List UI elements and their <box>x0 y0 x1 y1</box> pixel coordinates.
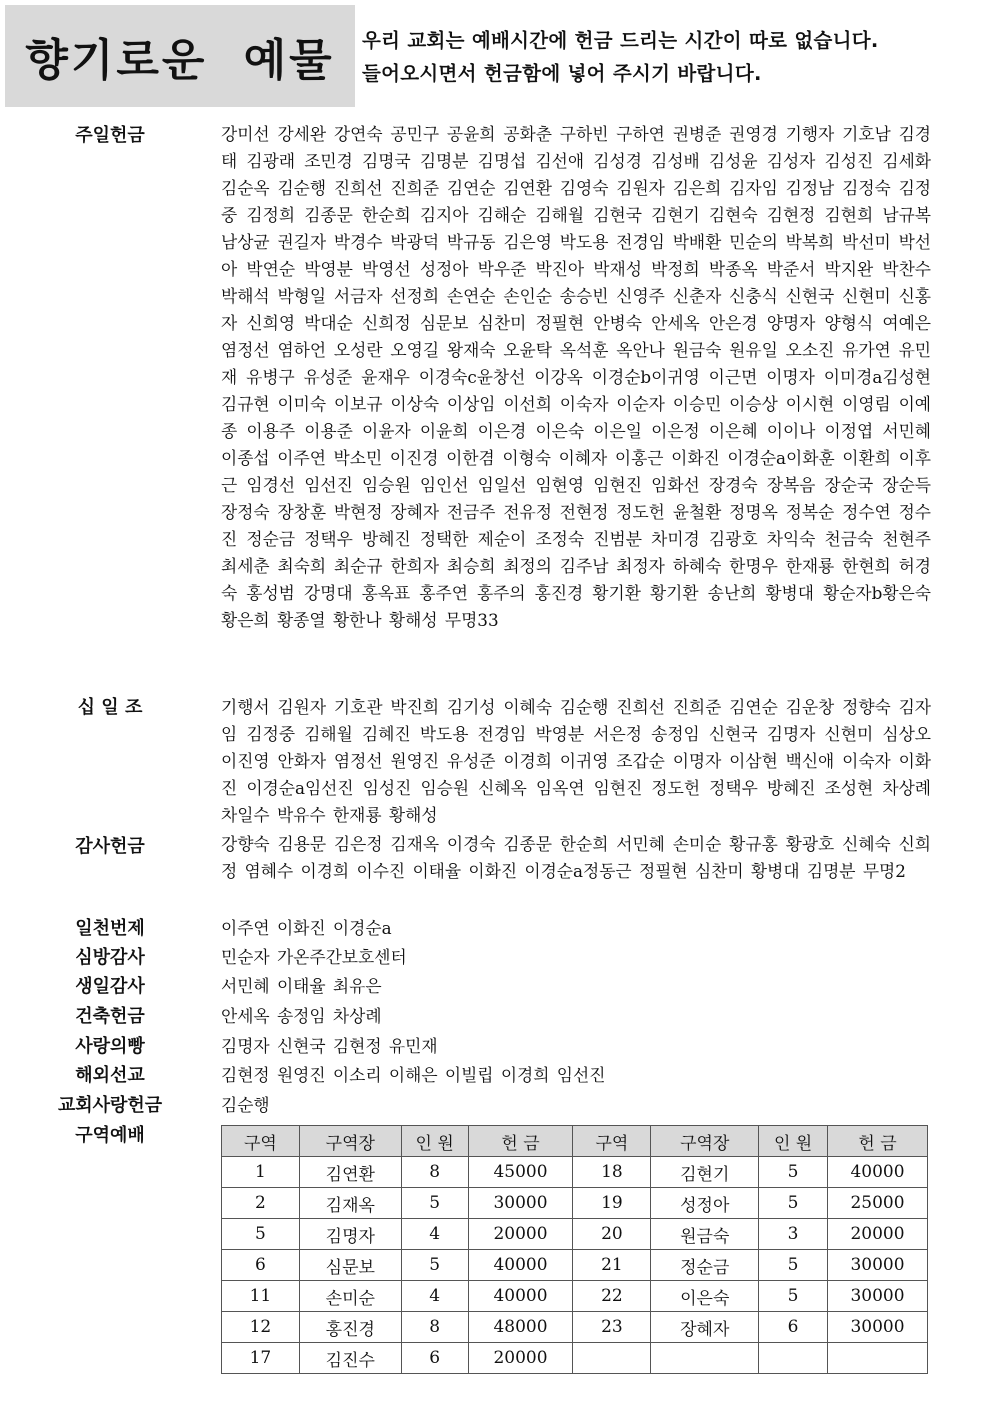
table-cell: 8 <box>401 1312 468 1343</box>
building-offering-names: 안세옥 송정임 차상례 <box>221 1006 382 1026</box>
table-cell: 6 <box>222 1250 300 1281</box>
notice-line-1: 우리 교회는 예배시간에 헌금 드리는 시간이 따로 없습니다. <box>362 29 879 52</box>
table-cell <box>651 1343 759 1374</box>
birthday-thanks-label: 생일감사 <box>75 976 145 997</box>
table-cell: 1 <box>222 1157 300 1188</box>
table-cell: 원금숙 <box>651 1219 759 1250</box>
table-cell: 5 <box>759 1188 828 1219</box>
table-cell: 40000 <box>468 1281 573 1312</box>
table-cell: 김명자 <box>299 1219 401 1250</box>
table-cell: 6 <box>401 1343 468 1374</box>
header-cell: 구역장 <box>651 1126 759 1157</box>
header-cell: 인 원 <box>759 1126 828 1157</box>
table-cell: 김재옥 <box>299 1188 401 1219</box>
table-cell: 5 <box>759 1157 828 1188</box>
tithe-label: 십 일 조 <box>77 697 143 718</box>
sunday-offering-label: 주일헌금 <box>75 125 145 146</box>
table-cell: 21 <box>573 1250 651 1281</box>
church-love-names: 김순행 <box>221 1095 270 1115</box>
table-cell: 김연환 <box>299 1157 401 1188</box>
table-cell: 정순금 <box>651 1250 759 1281</box>
table-cell: 5 <box>759 1281 828 1312</box>
table-cell: 5 <box>401 1188 468 1219</box>
district-table-header <box>222 1126 928 1157</box>
table-cell: 19 <box>573 1188 651 1219</box>
table-cell: 40000 <box>468 1250 573 1281</box>
page-title: 향기로운 예물 <box>25 35 335 86</box>
first-offering-label: 일천번제 <box>75 918 145 939</box>
birthday-thanks-names: 서민혜 이태율 최유은 <box>221 976 382 996</box>
notice <box>362 24 982 90</box>
table-cell: 홍진경 <box>299 1312 401 1343</box>
table-cell <box>828 1343 928 1374</box>
district-table <box>221 1125 928 1374</box>
visit-thanks-label: 심방감사 <box>75 947 145 968</box>
table-cell: 48000 <box>468 1312 573 1343</box>
table-cell: 40000 <box>828 1157 928 1188</box>
table-cell: 이은숙 <box>651 1281 759 1312</box>
table-cell: 2 <box>222 1188 300 1219</box>
table-cell: 20000 <box>468 1219 573 1250</box>
table-cell: 12 <box>222 1312 300 1343</box>
table-cell: 성정아 <box>651 1188 759 1219</box>
visit-thanks-names: 민순자 가온주간보호센터 <box>221 947 407 967</box>
table-cell: 45000 <box>468 1157 573 1188</box>
table-cell: 장혜자 <box>651 1312 759 1343</box>
thanks-offering-names: 강향숙 김용문 김은정 김재옥 이경숙 김종문 한순희 서민혜 손미순 황규홍 황광호 신혜숙 신희정 염혜수 이경희 이수진 이태율 이화진 이경순a정동근 정필현 심찬미 황병대 김명분 무명2 <box>221 834 931 881</box>
church-love-label: 교회사랑헌금 <box>57 1095 163 1116</box>
table-cell: 5 <box>759 1250 828 1281</box>
table-cell: 20000 <box>468 1343 573 1374</box>
table-cell: 손미순 <box>299 1281 401 1312</box>
table-cell <box>573 1343 651 1374</box>
overseas-mission-label: 해외선교 <box>75 1065 145 1086</box>
header-cell: 구역장 <box>299 1126 401 1157</box>
table-row <box>222 1281 928 1312</box>
sunday-offering-names: 강미선 강세완 강연숙 공민구 공윤희 공화춘 구하빈 구하연 권병준 권영경 기행자 기호남 김경태 김광래 조민경 김명국 김명분 김명섭 김선애 김성경 김성배 김성윤 김성자 김성진 김세화 김순옥 김순행 진희선 진희준 김연순 김연환 김영숙 김원자 김은희 김자임 김정남 김정숙 김정중 김정희 김종문 한순희 김지아 김해순 김해월 김현국 김현기 김현숙 김현정 김현희 남규복 남상균 권길자 박경수 박광덕 박규동 김은영 박도용 전경임 박배환 민순의 박복희 박선미 박선아 박연순 박영분 박영선 성정아 박우준 박진아 박재성 박정희 박종옥 박준서 박지완 박찬수 박해석 박형일 서금자 선정희 손연순 손인순 송승빈 신영주 신춘자 신충식 신현국 신현미 신홍자 신희영 박대순 신희정 심문보 심찬미 정필현 안병숙 안세옥 안은경 양명자 양형식 여예은 염정선 염하언 오성란 오영길 왕재숙 오윤탁 옥석훈 옥안나 원금숙 원유일 오소진 유가연 유민재 유병구 유성준 윤재우 이경숙c윤창선 이강옥 이경순b이귀영 이근면 이명자 이미경a김성현 김규현 이미숙 이보규 이상숙 이상임 이선희 이숙자 이순자 이승민 이승상 이시현 이영림 이예종 이용주 이용준 이윤자 이윤희 이은경 이은숙 이은일 이은정 이은혜 이이나 이정엽 서민혜 이종섭 이주연 박소민 이진경 이한겸 이형숙 이혜자 이홍근 이화진 이경순a이화훈 이환희 이후근 임경선 임선진 임승원 임인선 임일선 임현영 임현진 임화선 장경숙 장복음 장순국 장순득 장정숙 장창훈 박현정 장혜자 전금주 전유정 전현정 정도헌 윤철환 정명옥 정복순 정수연 정수진 정순금 정택우 방혜진 정택한 제순이 조정숙 진범분 차미경 김광호 차익숙 천금숙 천현주 최세춘 최숙희 최순규 한희자 최승희 최정의 김주남 최정자 하혜숙 한명우 한재룡 한현희 허경숙 홍성범 강명대 홍옥표 홍주연 홍주의 홍진경 황기환 황기환 송난희 황병대 황순자b황은숙 황은희 황종열 황한나 황해성 무명33 <box>221 124 931 630</box>
overseas-mission-names: 김현정 원영진 이소리 이해은 이빌립 이경희 임선진 <box>221 1065 606 1085</box>
table-row <box>222 1343 928 1374</box>
table-cell: 30000 <box>828 1312 928 1343</box>
table-cell: 5 <box>222 1219 300 1250</box>
table-cell: 5 <box>401 1250 468 1281</box>
table-cell: 8 <box>401 1157 468 1188</box>
table-cell <box>759 1343 828 1374</box>
table-cell: 4 <box>401 1281 468 1312</box>
table-row <box>222 1219 928 1250</box>
table-cell: 30000 <box>468 1188 573 1219</box>
table-cell: 6 <box>759 1312 828 1343</box>
header-cell: 인 원 <box>401 1126 468 1157</box>
table-row <box>222 1250 928 1281</box>
header-cell: 헌 금 <box>468 1126 573 1157</box>
table-cell: 11 <box>222 1281 300 1312</box>
table-cell: 4 <box>401 1219 468 1250</box>
love-bread-label: 사랑의빵 <box>75 1036 145 1057</box>
table-cell: 23 <box>573 1312 651 1343</box>
title-box <box>5 5 355 107</box>
first-offering-names: 이주연 이화진 이경순a <box>221 918 392 938</box>
table-cell: 22 <box>573 1281 651 1312</box>
thanks-offering-label: 감사헌금 <box>75 836 145 857</box>
tithe-names: 기행서 김원자 기호관 박진희 김기성 이혜숙 김순행 진희선 진희준 김연순 김운창 정향숙 김자임 김정중 김해월 김혜진 박도용 전경임 박영분 서은정 송정임 신현국 김명자 신현미 심상오 이진영 안화자 염정선 원영진 유성준 이경희 이귀영 조갑순 이명자 이삼현 백신애 이숙자 이화진 이경순a임선진 임성진 임승원 신혜옥 임옥연 임현진 정도헌 정택우 방혜진 조성현 차상례 차일수 박유수 한재룡 황해성 <box>221 697 931 825</box>
table-cell: 20 <box>573 1219 651 1250</box>
love-bread-names: 김명자 신현국 김현정 유민재 <box>221 1036 438 1056</box>
table-row <box>222 1157 928 1188</box>
table-cell: 30000 <box>828 1250 928 1281</box>
header-cell: 헌 금 <box>828 1126 928 1157</box>
table-cell: 김현기 <box>651 1157 759 1188</box>
table-cell: 심문보 <box>299 1250 401 1281</box>
header-cell: 구역 <box>573 1126 651 1157</box>
table-cell: 18 <box>573 1157 651 1188</box>
table-cell: 20000 <box>828 1219 928 1250</box>
table-cell: 3 <box>759 1219 828 1250</box>
table-cell: 30000 <box>828 1281 928 1312</box>
notice-line-2: 들어오시면서 헌금함에 넣어 주시기 바랍니다. <box>362 62 762 85</box>
district-worship-label: 구역예배 <box>75 1125 145 1146</box>
table-cell: 김진수 <box>299 1343 401 1374</box>
table-cell: 17 <box>222 1343 300 1374</box>
table-row <box>222 1188 928 1219</box>
table-row <box>222 1312 928 1343</box>
header-cell: 구역 <box>222 1126 300 1157</box>
table-cell: 25000 <box>828 1188 928 1219</box>
building-offering-label: 건축헌금 <box>75 1006 145 1027</box>
